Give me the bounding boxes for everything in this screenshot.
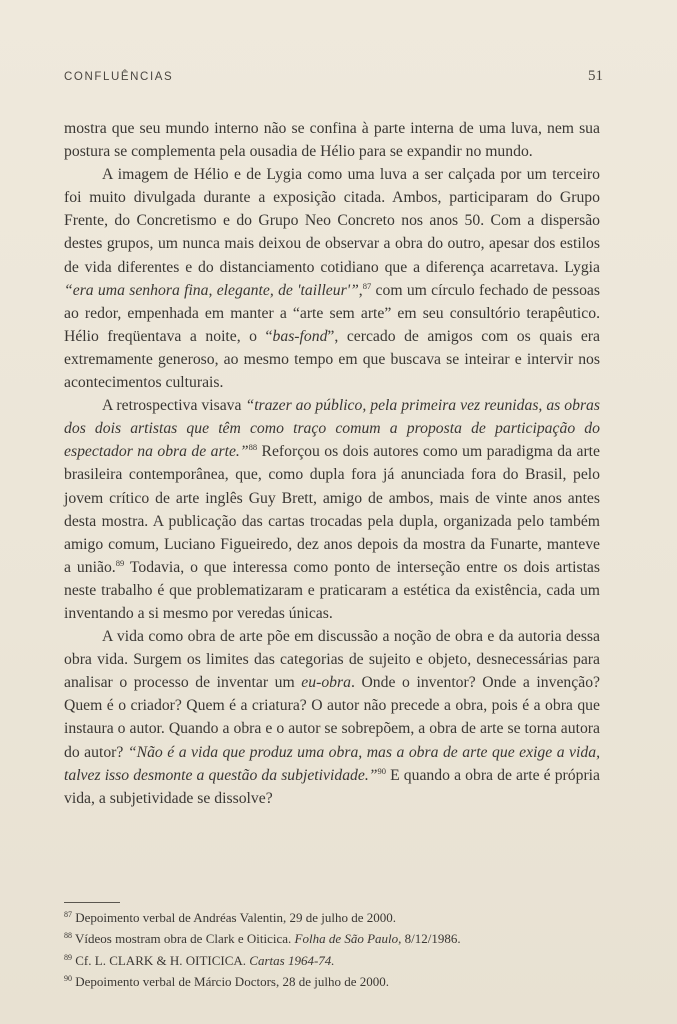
footnote-number: 89 — [64, 952, 72, 962]
footnote-number: 90 — [64, 973, 72, 983]
text-run: Vídeos mostram obra de Clark e Oiticica. — [72, 931, 295, 947]
text-run: . Onde o inventor? Onde a invenção? Quem é o criador? Quem é a criatura? O autor não precede a obra, pois é a obra que instaura o autor. Quando a obra e o autor se sobrepõem, a obra de arte se torna autora do autor? — [64, 674, 601, 761]
footnote-ref: 88 — [248, 442, 258, 453]
text-run: mostra que seu mundo interno não se confina à parte interna de uma luva, nem sua postura se complementa pela ousadia de Hélio para se expandir no mundo. — [64, 120, 600, 161]
text-run: A vida como obra de arte põe em discussão a noção de obra e da autoria dessa obra vida. Surgem os limites das categorias de sujeito e objeto, desnecessárias para analisar o processo de inventar um — [64, 628, 600, 692]
italic-text: bas-fond — [272, 327, 328, 345]
text-run: A imagem de Hélio e de Lygia como uma luva a ser calçada por um terceiro foi muito divulgada durante a exposição citada. Ambos, participaram do Grupo Frente, do Concretismo e do Grupo Neo Concreto nos anos 50. Com a dispersão destes grupos, um nunca mais deixou de observar a obra do outro, apesar dos estilos de vida diferentes e do distanciamento cotidiano que a diferença acarretava. Lygia — [64, 166, 600, 276]
text-run: , 8/12/1986. — [398, 931, 461, 947]
running-title: CONFLUÊNCIAS — [64, 71, 174, 83]
paragraph — [64, 163, 600, 394]
footnotes — [64, 907, 600, 992]
italic-text: “trazer ao público, pela primeira vez reunidas, as obras dos dois artistas que têm como traço comum a proposta de participação do espectador na obra de arte.” — [64, 397, 600, 461]
text-run: Depoimento verbal de Andréas Valentin, 29 de julho de 2000. — [72, 910, 396, 925]
footnote-divider — [64, 902, 120, 903]
italic-text: “era uma senhora fina, elegante, de 'tailleur'” — [64, 281, 359, 299]
text-run: ”, cercado de amigos com os quais era extremamente generoso, ao mesmo tempo em que buscava se inteirar e intervir nos acontecimentos culturais. — [64, 327, 600, 392]
footnote-number: 88 — [64, 931, 72, 941]
text-run: com um círculo fechado de pessoas ao redor, empenhada em manter a “arte sem arte” em seu consultório terapêutico. Hélio freqüentava a noite, o “ — [64, 281, 600, 345]
footnote-number: 87 — [64, 910, 72, 919]
text-run: Cf. L. CLARK & H. OITICICA. — [72, 952, 250, 968]
text-run: Depoimento verbal de Márcio Doctors, 28 de julho de 2000. — [72, 973, 389, 989]
footnote — [64, 928, 600, 949]
footnote-ref: 89 — [115, 557, 125, 568]
text-run: Reforçou os dois autores como um paradigma da arte brasileira contemporânea, que, como dupla fora já anunciada fora do Brasil, pelo jovem crítico de arte inglês Guy Brett, amigo de ambos, mais de vinte anos antes desta mostra. A publicação das cartas trocadas pela dupla, organizada pelo também amigo comum, Luciano Figueiredo, dez anos depois da mostra da Funarte, manteve a união. — [64, 443, 601, 576]
paragraph — [64, 394, 600, 625]
footnote-ref: 90 — [377, 765, 386, 776]
running-head — [64, 64, 603, 85]
body-text — [64, 117, 600, 810]
paragraph — [64, 625, 600, 810]
footnote — [64, 907, 600, 928]
text-run: E quando a obra de arte é própria vida, a subjetividade se dissolve? — [64, 766, 600, 807]
text-run: , — [358, 281, 363, 299]
italic-text: Folha de São Paulo — [294, 931, 399, 947]
italic-text: eu-obra — [301, 674, 351, 692]
italic-text: “Não é a vida que produz uma obra, mas a obra de arte que exige a vida, talvez isso desmonte a questão da subjetividade.” — [64, 743, 600, 784]
text-run: Todavia, o que interessa como ponto de interseção entre os dois artistas neste trabalho é que problematizaram e praticaram a estética da existência, cada um inventando a si mesmo por veredas únicas. — [64, 558, 600, 622]
paragraph — [64, 117, 600, 163]
italic-text: Cartas 1964-74. — [249, 952, 335, 968]
footnote — [64, 950, 600, 971]
footnote-ref: 87 — [362, 280, 372, 291]
text-run: A retrospectiva visava — [102, 397, 246, 415]
footnote — [64, 971, 600, 992]
page-number: 51 — [588, 68, 603, 84]
